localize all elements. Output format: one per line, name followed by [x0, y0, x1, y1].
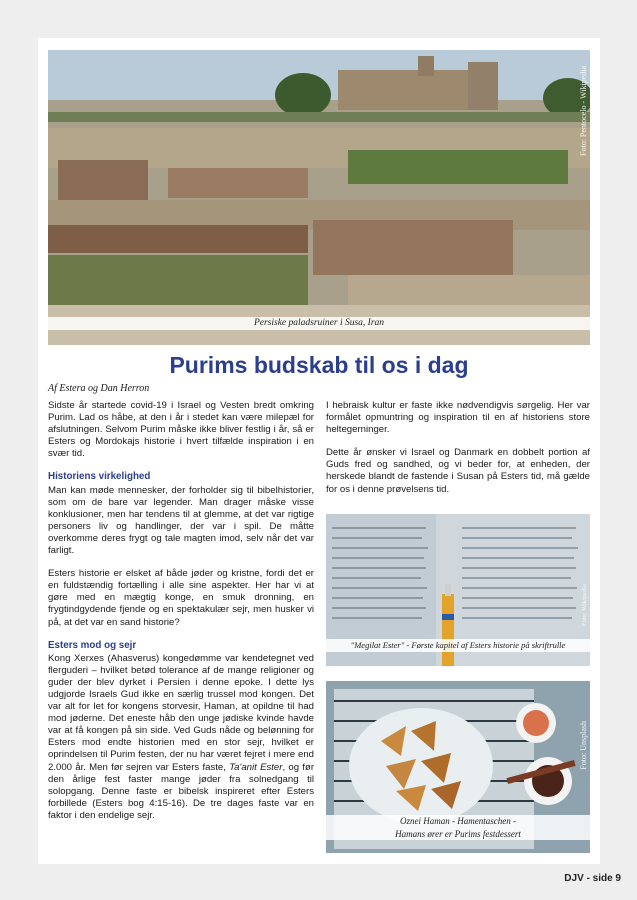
- hamentaschen-caption: [326, 815, 590, 840]
- scroll-photo-credit: Foto: Wikipedia: [581, 584, 588, 627]
- section-heading-courage: Esters mod og sejr: [48, 639, 137, 651]
- courage-paragraph: Kong Xerxes (Ahasverus) kongedømme var kendetegnet ved flerguderi – hvilket betød tolerance af de mange religioner og guder der blev dyrket i Persien i denne epoke. I dette lys udgjorde Israels Gud ikke en særlig trussel mod kongen. Det var alt for let for kongens storvesir, Haman, at opildne til had mod jøderne. Det eneste håb den unge jødiske kvinde havde var at få kongen på sin side. Ved Guds nåde og belønning for Esters mod endte historien med en stor sejr, hvilket er oprindelsen til Purim festen, der nu har været fejret i mere end 2.000 år. Men før sejren var Esters faste, Ta'anit Ester, og før den årlige fest faster mange jøder fra solnedgang til solopgang. Denne faste er bibelsk inspireret efter Esters forbillede (Esters bog 4:15-16). De tre dages faste var en faktor i den endelige sejr.: [48, 652, 315, 821]
- scroll-photo: [326, 514, 590, 666]
- article-title: Purims budskab til os i dag: [169, 352, 469, 378]
- reality-paragraph-1: Man kan møde mennesker, der forholder sig til bibelhistorier, som om de bare var legender. Man drager måske visse konklusioner, men har tendens til at glemme, at det var rigtige personers liv og handlinger, der var i spil. De måtte overkomme deres frygt og tale magten imod, selv når det var farligt.: [48, 484, 314, 557]
- scroll-caption: "Megilat Ester" - Første kapitel af Esters historie på skriftrulle: [326, 639, 590, 652]
- hamentaschen-caption-line-1: Oznei Haman - Hamentaschen -: [400, 816, 516, 826]
- ruins-photo: [48, 50, 590, 345]
- reality-paragraph-2: Esters historie er elsket af både jøder og kristne, fordi det er en fuldstændig fortælling i alle sine aspekter. Her har vi at gøre med en mægtig konge, en smuk dronning, en frygtindgydende fjende og en spektakulær sejr, men husker vi på, at det var en sand historie?: [48, 568, 314, 628]
- hamentaschen-caption-line-2: Hamans ører er Purims festdessert: [395, 828, 521, 839]
- ruins-caption: Persiske paladsruiner i Susa, Iran: [48, 317, 590, 330]
- article-byline: Af Estera og Dan Herron: [48, 383, 150, 394]
- page: [38, 38, 600, 864]
- hamentaschen-photo-credit: Foto: Unsplash: [579, 721, 588, 770]
- right-paragraph-2: Dette år ønsker vi Israel og Danmark en dobbelt portion af Guds fred og sandhed, og vi beder for, at enheden, der herskede blandt de fastende i Susan på Esters tid, må gælde for os i denne prøvelsens tid.: [326, 447, 590, 495]
- intro-paragraph: Sidste år startede covid-19 i Israel og Vesten bredt omkring Purim. Lad os håbe, at den i år i stedet kan være milepæl for afslutningen. Selvom Purim måske ikke bliver festlig i år, så er Esters og Mordokajs historie i hvert tilfælde inspiration i en svær tid.: [48, 400, 314, 460]
- right-paragraph-1: I hebraisk kultur er faste ikke nødvendigvis sørgelig. Her var formålet opmuntring og inspiration til en af historiens store heltegerninger.: [326, 400, 590, 436]
- taanit-ester-term: Ta'anit Ester: [229, 761, 283, 773]
- page-footer: DJV - side 9: [564, 873, 621, 884]
- ruins-photo-credit: Foto: Pentocelo - Wikipedia: [579, 66, 588, 156]
- right-column: [326, 400, 590, 507]
- hamentaschen-photo: [326, 681, 590, 853]
- left-column: [48, 400, 314, 833]
- section-heading-reality: Historiens virkelighed: [48, 471, 151, 483]
